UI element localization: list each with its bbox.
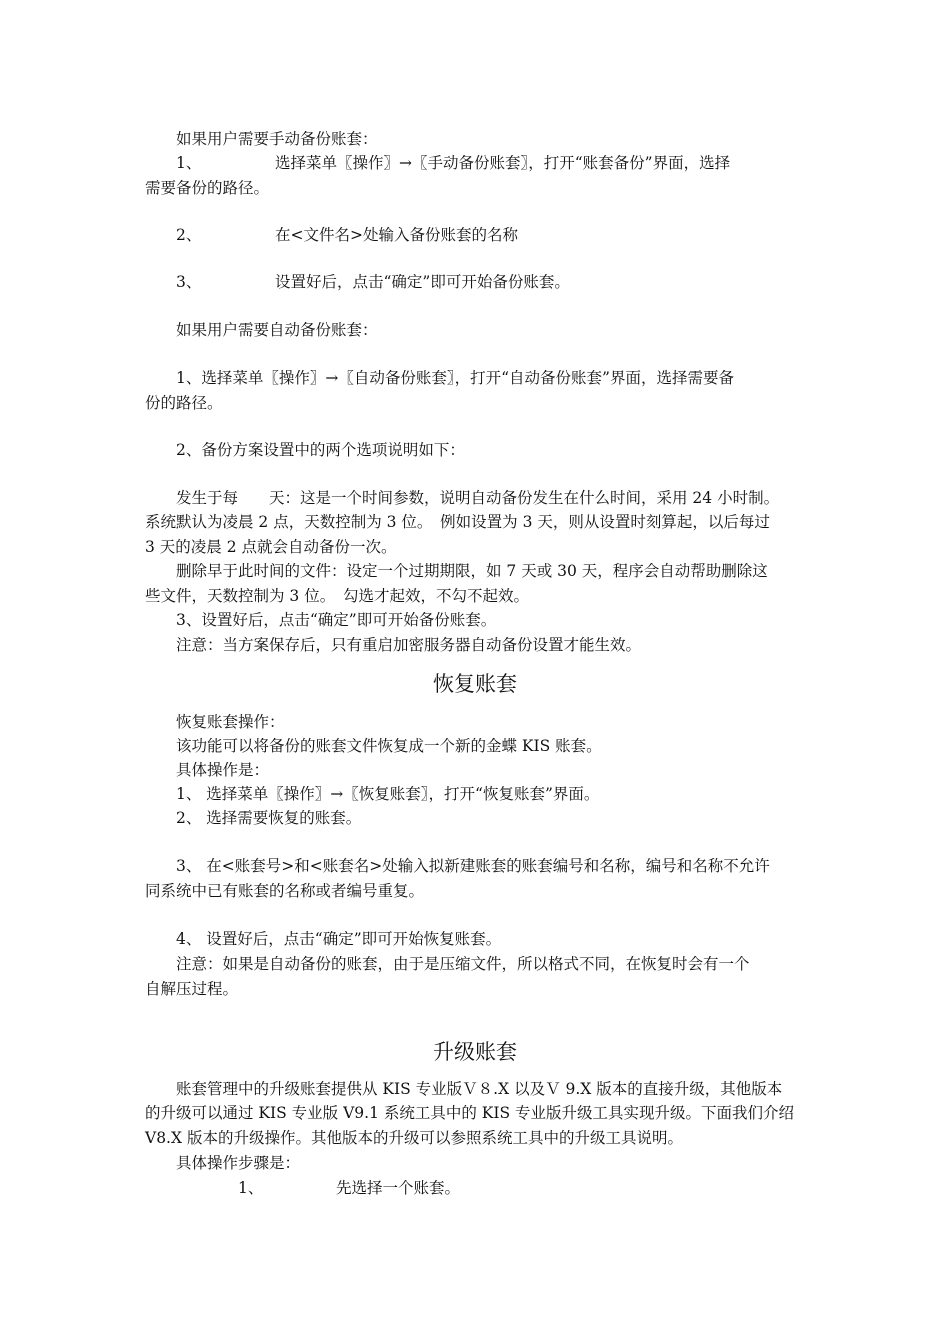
restore-step4: 4、 设置好后，点击“确定”即可开始恢复账套。 [176,930,502,948]
upgrade-steps-label: 具体操作步骤是： [176,1154,301,1172]
delete-option-line2: 些文件，天数控制为 3 位。 勾选才起效，不勾不起效。 [145,587,529,605]
restore-note: 注意：如果是自动备份的账套，由于是压缩文件，所以格式不同，在恢复时会有一个 [176,955,750,973]
restore-step2: 2、 选择需要恢复的账套。 [176,809,362,827]
occur-option-line3: 3 天的凌晨 2 点就会自动备份一次。 [145,538,397,556]
auto-note: 注意：当方案保存后，只有重启加密服务器自动备份设置才能生效。 [176,636,642,654]
restore-heading: 恢复账套 [433,672,517,696]
manual-step3-text: 设置好后，点击“确定”即可开始备份账套。 [275,273,570,291]
upgrade-paragraph-line3: V8.X 版本的升级操作。其他版本的升级可以参照系统工具中的升级工具说明。 [145,1129,683,1147]
auto-step3-text: 3、设置好后，点击“确定”即可开始备份账套。 [176,611,497,629]
auto-step1-text: 1、选择菜单〖操作〗→〖自动备份账套〗，打开“自动备份账套”界面，选择需要备 [176,369,734,387]
auto-backup-intro: 如果用户需要自动备份账套： [176,321,378,339]
manual-step1-number: 1、 [176,154,202,172]
upgrade-step1-text: 先选择一个账套。 [336,1179,461,1197]
upgrade-paragraph-line2: 的升级可以通过 KIS 专业版 V9.1 系统工具中的 KIS 专业版升级工具实现升级。下面我们介绍 [145,1104,795,1122]
manual-step2-text: 在<文件名>处输入备份账套的名称 [275,226,518,244]
occur-option-line1: 发生于每 天：这是一个时间参数，说明自动备份发生在什么时间，采用 24 小时制。 [176,489,780,507]
restore-step3-cont: 同系统中已有账套的名称或者编号重复。 [145,882,425,900]
manual-step1-text: 选择菜单〖操作〗→〖手动备份账套〗，打开“账套备份”界面，选择 [275,154,731,172]
manual-step3-number: 3、 [176,273,202,291]
upgrade-paragraph-line1: 账套管理中的升级账套提供从 KIS 专业版Ｖ８.X 以及Ｖ 9.X 版本的直接升级，其他版本 [176,1080,783,1098]
restore-description: 该功能可以将备份的账套文件恢复成一个新的金蝶 KIS 账套。 [176,737,602,755]
upgrade-heading: 升级账套 [433,1040,517,1064]
auto-step2-text: 2、备份方案设置中的两个选项说明如下： [176,441,465,459]
manual-step2-number: 2、 [176,226,202,244]
auto-step1-text-cont: 份的路径。 [145,394,223,412]
occur-option-line2: 系统默认为凌晨 2 点，天数控制为 3 位。 例如设置为 3 天，则从设置时刻算起，以后每过 [145,513,770,531]
upgrade-step1-number: 1、 [238,1179,264,1197]
manual-backup-intro: 如果用户需要手动备份账套： [176,130,378,148]
restore-op-label: 恢复账套操作： [176,713,285,731]
restore-note-cont: 自解压过程。 [145,980,239,998]
restore-step1: 1、 选择菜单〖操作〗→〖恢复账套〗，打开“恢复账套”界面。 [176,785,600,803]
manual-step1-text-cont: 需要备份的路径。 [145,179,270,197]
delete-option-line1: 删除早于此时间的文件：设定一个过期期限，如 7 天或 30 天，程序会自动帮助删除这 [176,562,768,580]
restore-steps-label: 具体操作是： [176,761,270,779]
restore-step3: 3、 在<账套号>和<账套名>处输入拟新建账套的账套编号和名称，编号和名称不允许 [176,857,770,875]
